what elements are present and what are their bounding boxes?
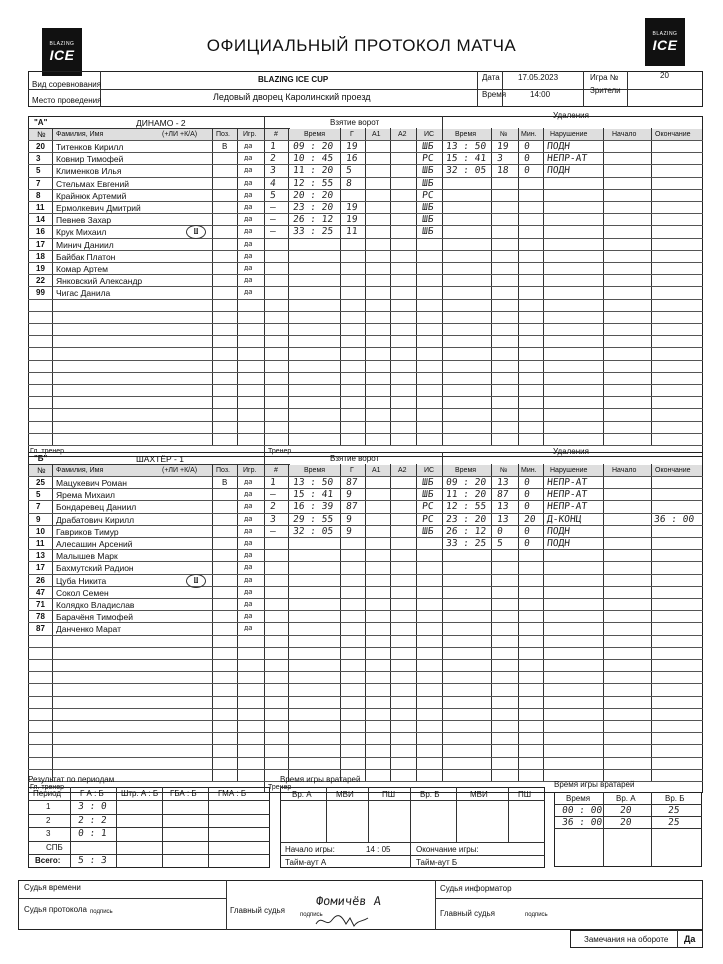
goalie-right-vrb: 25 (667, 817, 681, 828)
player-played: да (243, 190, 253, 199)
date-label: Дата (482, 73, 500, 82)
results-period-label: СПБ (46, 842, 63, 852)
penalty-minutes: 0 (523, 538, 531, 549)
team_a-col-pos: Поз. (216, 131, 230, 138)
goal-number: 1 (269, 477, 277, 488)
player-played: да (243, 203, 253, 211)
goal-scorer: 87 (345, 501, 359, 513)
event-type-label: Вид соревнования (32, 80, 102, 89)
results-period-label: 3 (46, 829, 51, 838)
goal-scorer: 16 (345, 153, 359, 165)
goal-situation: ШБ (421, 165, 435, 177)
team_a-col-a2: А2 (398, 131, 407, 138)
penalty-offence: НЕПР-АТ (546, 477, 588, 488)
penalty-minutes: 0 (523, 501, 531, 513)
player-played: да (243, 526, 253, 535)
goal-number: 3 (269, 513, 277, 525)
goalie-right-vra-header: Вр. А (616, 794, 636, 803)
team_b-penalties-title: Удаления (553, 447, 589, 456)
player-played: да (243, 227, 253, 236)
goalie-time-title: Время игры вратарей (280, 775, 361, 784)
player-number: 11 (36, 203, 45, 212)
team_a-goals-title: Взятие ворот (330, 118, 380, 127)
goal-time: 23 : 20 (292, 202, 334, 213)
goal-time: 15 : 41 (292, 489, 334, 501)
player-name: Мацукевич Роман (56, 478, 127, 488)
team_a-col-pmin: Мин. (521, 131, 537, 138)
results-penalties-header: Штр. А : Б (121, 789, 159, 798)
results-goals-header: Г А : Б (80, 789, 104, 798)
player-name: Стельмах Евгений (56, 178, 129, 189)
results-period-score: 2 : 2 (77, 814, 108, 826)
player-number: 17 (36, 563, 45, 573)
player-name: Комар Артем (56, 264, 108, 274)
goal-situation: ШБ (421, 177, 435, 189)
team_a-coach-label: Тренер (268, 448, 292, 455)
goal-time: 20 : 20 (292, 189, 334, 201)
penalty-player-number: 3 (496, 153, 504, 165)
player-position: В (222, 478, 228, 487)
team_a-col-ptime: Время (455, 131, 477, 138)
player-number: 18 (36, 251, 45, 261)
goal-situation: РС (421, 513, 435, 525)
goal-situation: РС (421, 189, 435, 201)
player-number: 11 (36, 539, 45, 548)
penalty-player-number: 5 (496, 538, 504, 549)
penalty-time: 32 : 05 (445, 165, 487, 177)
gt-mvi-b: МВИ (470, 790, 488, 799)
team_a-col-start: Начало (612, 131, 637, 138)
player-played: да (243, 478, 253, 486)
team_b-letter: "Б" (34, 454, 48, 463)
goal-situation: ШБ (421, 477, 435, 488)
goal-scorer: 11 (345, 226, 359, 238)
goal-situation: РС (421, 153, 435, 165)
team_b-col-igr: Игр. (243, 467, 257, 474)
goal-number: 1 (269, 141, 277, 152)
results-period-score: 3 : 0 (77, 801, 108, 812)
team_b-col-pnum: № (500, 467, 508, 474)
event-type-value: BLAZING ICE CUP (258, 75, 329, 84)
time-label: Время (482, 90, 507, 99)
goal-situation: ШБ (421, 489, 435, 501)
goal-time: 26 : 12 (292, 214, 334, 226)
goal-situation: ШБ (421, 226, 435, 238)
player-number: 7 (36, 178, 41, 188)
info-sign-label: подпись (525, 912, 548, 918)
team_a-name: ДИНАМО - 2 (136, 118, 186, 128)
player-played: да (243, 251, 253, 260)
player-number: 25 (36, 478, 45, 487)
penalty-time: 26 : 12 (445, 525, 487, 537)
team_b-coach-label: Тренер (268, 784, 292, 791)
penalty-minutes: 20 (523, 513, 537, 525)
player-played: да (243, 600, 253, 608)
player-number: 22 (36, 276, 45, 286)
player-position: В (222, 142, 228, 151)
player-name: Ермолкевич Дмитрий (56, 203, 141, 213)
captain-mark: Ш (186, 225, 206, 239)
player-played: да (243, 575, 253, 584)
penalty-offence: НЕПР-АТ (546, 153, 588, 165)
penalty-minutes: 0 (523, 165, 531, 177)
player-number: 71 (36, 600, 45, 609)
player-number: 5 (36, 166, 41, 176)
team_b-col-start: Начало (612, 467, 637, 474)
player-name: Ковнир Тимофей (56, 154, 124, 165)
team_a-col-igr: Игр. (243, 131, 257, 138)
goalie-right-vra: 20 (619, 817, 633, 828)
team_b-col-end: Окончание (655, 467, 691, 474)
player-played: да (243, 490, 253, 499)
player-played: да (243, 215, 253, 224)
player-played: да (243, 276, 253, 285)
player-played: да (243, 551, 253, 560)
results-period-score: 0 : 1 (77, 828, 108, 839)
results-gba-header: ГБА : Б (170, 789, 197, 798)
team_b-col-g: Г (350, 467, 354, 474)
team_a-col-num: № (37, 130, 46, 139)
player-name: Бондаревец Даниил (56, 502, 137, 513)
game-start-label: Начало игры: (285, 845, 335, 854)
head-judge-name: Фомичёв А (315, 894, 382, 908)
team_b-head-coach-label: Гл. тренер (30, 784, 65, 791)
penalty-player-number: 13 (496, 513, 510, 525)
goalie-right-vra: 20 (619, 805, 633, 816)
team_b-col-a2: А2 (398, 467, 407, 474)
goal-time: 10 : 45 (292, 153, 334, 165)
results-gma-header: ГМА : Б (218, 789, 247, 798)
gt-mvi-a: МВИ (336, 790, 354, 799)
team_a-col-hash: # (274, 131, 278, 138)
player-name: Гавриков Тимур (56, 526, 119, 537)
tournament-logo-right: BLAZING ICE (645, 18, 685, 66)
player-name: Янковский Александр (56, 276, 143, 287)
gt-vr-b: Вр. Б (420, 790, 440, 799)
goal-number: 5 (269, 189, 277, 201)
goal-number: — (269, 489, 277, 501)
team_a-col-offence: Нарушение (550, 131, 588, 138)
venue-value: Ледовый дворец Каролинский проезд (213, 92, 371, 102)
goal-situation: ШБ (421, 141, 435, 152)
penalty-minutes: 0 (523, 141, 531, 152)
goal-number: 2 (269, 153, 277, 165)
team_b-col-num: № (37, 466, 46, 475)
player-played: да (243, 612, 253, 621)
penalty-time: 23 : 20 (445, 513, 487, 525)
player-number: 78 (36, 612, 45, 622)
player-played: да (243, 178, 253, 187)
team_b-col-time: Время (304, 467, 326, 474)
game-start-value: 14 : 05 (366, 845, 391, 854)
goal-time: 32 : 05 (292, 525, 334, 537)
player-name: Чигас Данила (56, 288, 111, 299)
team_a-letter: "А" (34, 118, 48, 127)
goal-situation: РС (421, 501, 435, 513)
team_a-col-hint: (+ЛИ +К/А) (162, 131, 198, 138)
player-name: Певнев Захар (56, 215, 112, 226)
player-name: Крук Михаил (56, 227, 107, 238)
goal-number: — (269, 202, 277, 213)
team_a-head-coach-label: Гл. тренер (30, 448, 65, 455)
penalty-time: 12 : 55 (445, 501, 487, 513)
penalty-time: 11 : 20 (445, 489, 487, 501)
protocol-judge-label: Судья протокола (24, 905, 87, 914)
penalty-minutes: 0 (523, 477, 531, 488)
timeout-a-label: Тайм-аут А (285, 858, 327, 867)
team_a-col-a1: А1 (372, 131, 381, 138)
venue-label: Место проведения (32, 96, 102, 105)
goal-scorer: 9 (345, 489, 353, 501)
goal-time: 33 : 25 (292, 226, 334, 238)
player-played: да (243, 514, 253, 523)
penalty-offence: ПОДН (546, 141, 571, 152)
penalty-offence: НЕПР-АТ (546, 501, 588, 513)
team_b-col-pos: Поз. (216, 467, 230, 474)
spectators-label: Зрители (590, 86, 621, 95)
penalty-player-number: 13 (496, 477, 510, 488)
penalty-time: 33 : 25 (445, 538, 487, 549)
goal-number: — (269, 525, 277, 537)
penalty-minutes: 0 (523, 153, 531, 165)
results-period-label: 1 (46, 802, 51, 811)
player-number: 3 (36, 154, 41, 164)
gt-psh-b: ПШ (518, 790, 532, 799)
game-no-value: 20 (660, 71, 669, 80)
player-number: 14 (36, 215, 45, 225)
player-number: 9 (36, 514, 41, 524)
player-number: 17 (36, 239, 45, 249)
goal-time: 11 : 20 (292, 165, 334, 177)
player-played: да (243, 239, 253, 248)
timeout-b-label: Тайм-аут Б (416, 858, 458, 867)
time-judge-label: Судья времени (24, 883, 81, 892)
page-title: ОФИЦИАЛЬНЫЙ ПРОТОКОЛ МАТЧА (206, 36, 517, 55)
team_b-name: ШАХТЁР - 1 (136, 454, 184, 464)
goal-scorer: 19 (345, 202, 359, 213)
penalty-offence: ПОДН (546, 538, 571, 549)
goal-number: 2 (269, 501, 277, 513)
goal-situation: ШБ (421, 525, 435, 537)
goalie-right-time: 36 : 00 (561, 817, 603, 828)
penalty-minutes: 0 (523, 525, 531, 537)
info-judge-label: Судья информатор (440, 884, 512, 893)
player-name: Данченко Марат (56, 624, 121, 635)
penalty-player-number: 18 (496, 165, 510, 177)
penalty-offence: НЕПР-АТ (546, 489, 588, 501)
player-number: 99 (36, 288, 45, 298)
goal-scorer: 8 (345, 177, 353, 189)
team_b-col-is: ИС (424, 467, 435, 474)
penalty-player-number: 19 (496, 141, 510, 152)
team_b-col-hint: (+ЛИ +К/А) (162, 467, 198, 474)
team_a-col-pnum: № (500, 131, 508, 138)
player-played: да (243, 502, 253, 511)
results-title: Результат по периодам (28, 775, 115, 784)
player-name: Ярема Михаил (56, 490, 115, 501)
goal-scorer: 87 (345, 477, 359, 488)
head-judge-signature (312, 912, 372, 930)
tournament-logo-left: BLAZING ICE (42, 28, 82, 76)
goal-number: — (269, 226, 277, 238)
goalie-right-time-header: Время (566, 794, 591, 803)
head-judge-2-label: Главный судья (440, 909, 496, 918)
head-judge-label: Главный судья (230, 906, 286, 915)
player-played: да (243, 539, 253, 547)
player-name: Крайнюк Артемий (56, 190, 127, 201)
time-value: 14:00 (530, 90, 551, 99)
player-name: Колядко Владислав (56, 600, 135, 610)
goal-time: 29 : 55 (292, 513, 334, 525)
penalty-player-number: 0 (496, 525, 504, 537)
goalie-right-time: 00 : 00 (561, 805, 603, 816)
team_a-col-player: Фамилия, Имя (56, 131, 104, 138)
player-number: 20 (36, 142, 45, 151)
team_b-col-pmin: Мин. (521, 467, 537, 474)
game-end-label: Окончание игры: (416, 845, 479, 854)
goal-situation: ШБ (421, 214, 435, 226)
goal-scorer: 9 (345, 513, 353, 525)
goalie-right-title: Время игры вратарей (554, 780, 635, 789)
team_b-col-a1: А1 (372, 467, 381, 474)
team_b-col-player: Фамилия, Имя (56, 467, 104, 474)
penalty-end: 36 : 00 (653, 513, 695, 525)
player-name: Алесашин Арсений (56, 539, 133, 549)
player-name: Драбатович Кирилл (56, 514, 135, 525)
player-number: 13 (36, 551, 45, 561)
goal-time: 16 : 39 (292, 501, 334, 513)
player-name: Сокол Семен (56, 587, 109, 598)
goal-scorer: 9 (345, 525, 353, 537)
team_b-col-offence: Нарушение (550, 467, 588, 474)
player-number: 16 (36, 227, 45, 237)
gt-vr-a: Вр. А (292, 790, 312, 799)
goalie-right-vrb-header: Вр. Б (665, 794, 685, 803)
team_a-col-end: Окончание (655, 131, 691, 138)
team_a-penalties-title: Удаления (553, 111, 589, 120)
player-name: Бахмутский Радион (56, 563, 134, 574)
player-name: Минич Даниил (56, 239, 114, 250)
player-number: 7 (36, 502, 41, 512)
player-played: да (243, 587, 253, 596)
team_b-col-hash: # (274, 467, 278, 474)
player-played: да (243, 154, 253, 163)
player-played: да (243, 142, 253, 150)
player-name: Байбак Платон (56, 251, 116, 262)
player-played: да (243, 264, 253, 272)
goal-time: 12 : 55 (292, 177, 334, 189)
goal-number: — (269, 214, 277, 226)
penalty-minutes: 0 (523, 489, 531, 501)
goal-number: 3 (269, 165, 277, 177)
team_a-col-is: ИС (424, 131, 435, 138)
player-number: 19 (36, 264, 45, 273)
penalty-offence: ПОДН (546, 165, 571, 177)
player-number: 26 (36, 575, 45, 585)
goal-scorer: 5 (345, 165, 353, 177)
date-value: 17.05.2023 (518, 73, 559, 82)
results-period-score: 5 : 3 (77, 855, 108, 866)
goal-time: 09 : 20 (292, 141, 334, 152)
player-number: 8 (36, 190, 41, 200)
player-played: да (243, 563, 253, 572)
results-period-label: 2 (46, 815, 51, 825)
results-period-header: Период (33, 789, 62, 798)
protocol-sign-label: подпись (90, 909, 113, 915)
goal-scorer: 19 (345, 214, 359, 226)
goal-time: 13 : 50 (292, 477, 334, 488)
player-number: 47 (36, 587, 45, 597)
player-name: Барачёня Тимофей (56, 612, 133, 623)
penalty-offence: ПОДН (546, 525, 571, 537)
penalty-time: 09 : 20 (445, 477, 487, 488)
player-number: 10 (36, 526, 45, 536)
player-played: да (243, 166, 253, 175)
notes-value: Да (684, 934, 696, 944)
team_b-goals-title: Взятие ворот (330, 454, 380, 463)
goal-scorer: 19 (345, 141, 359, 152)
team_a-col-time: Время (304, 131, 326, 138)
goalie-right-vrb: 25 (667, 805, 681, 816)
player-number: 87 (36, 624, 45, 634)
player-played: да (243, 288, 253, 297)
results-period-label: Всего: (35, 856, 61, 865)
player-name: Малышев Марк (56, 551, 118, 562)
team_a-col-g: Г (350, 131, 354, 138)
game-no-label: Игра № (590, 73, 619, 82)
captain-mark: Ш (186, 574, 206, 588)
penalty-player-number: 13 (496, 501, 510, 513)
penalty-time: 15 : 41 (445, 153, 487, 165)
penalty-offence: Д-КОНЦ (546, 513, 582, 525)
notes-label: Замечания на обороте (584, 935, 669, 944)
player-name: Клименков Илья (56, 166, 122, 177)
gt-psh-a: ПШ (382, 790, 396, 799)
player-number: 5 (36, 490, 41, 500)
penalty-player-number: 87 (496, 489, 510, 501)
head-sign-label: подпись (300, 912, 323, 918)
player-played: да (243, 624, 253, 633)
player-name: Цуба Никита (56, 575, 107, 586)
team_b-col-ptime: Время (455, 467, 477, 474)
goal-situation: ШБ (421, 202, 435, 213)
player-name: Титенков Кирилл (56, 142, 124, 152)
goal-number: 4 (269, 177, 277, 189)
penalty-time: 13 : 50 (445, 141, 487, 152)
